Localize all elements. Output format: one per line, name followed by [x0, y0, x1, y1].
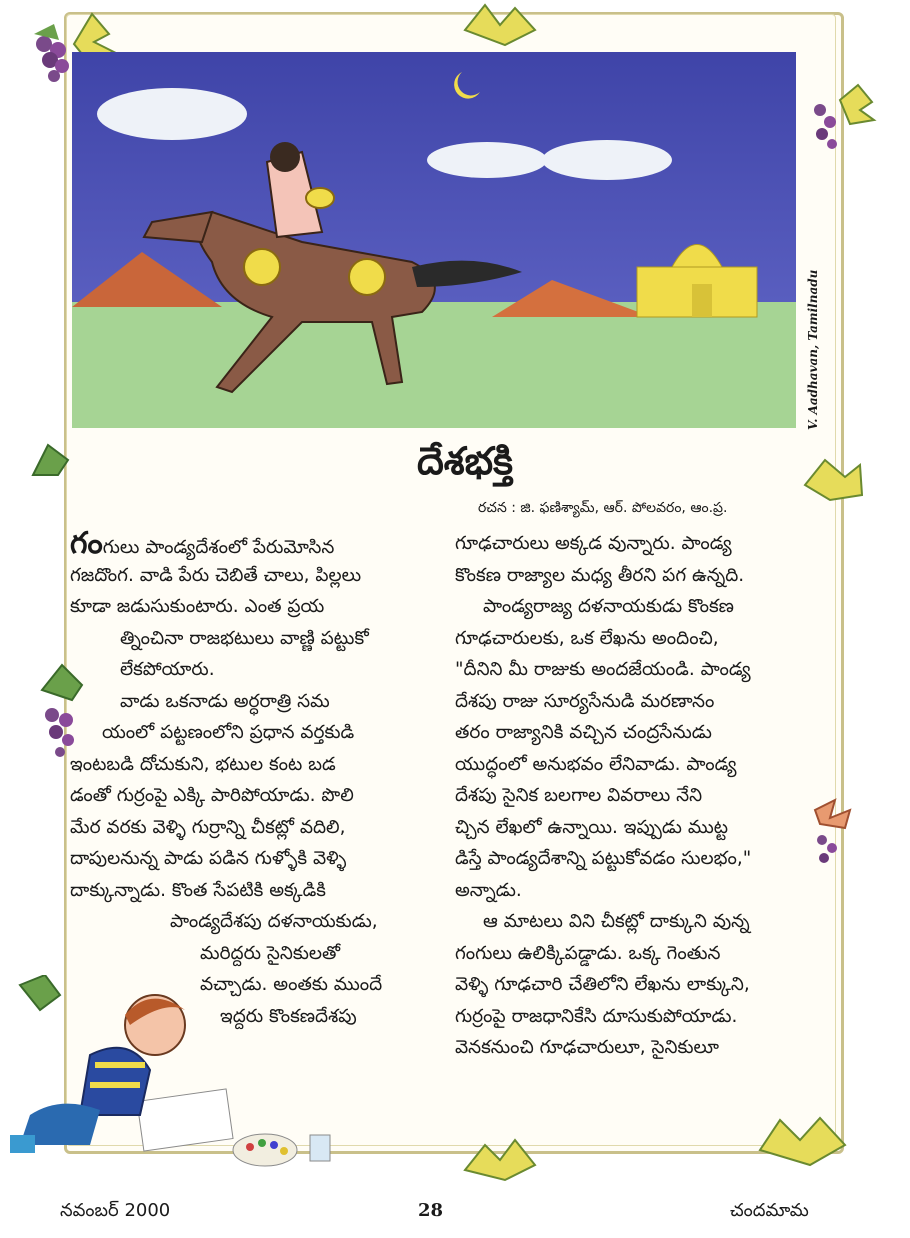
- leaf-icon: [20, 975, 60, 1010]
- child-drawing-illustration: [0, 975, 360, 1175]
- text-line: డంతో గుర్రంపై ఎక్కి పారిపోయాడు. పొలి: [70, 785, 354, 806]
- text-line: మేర వరకు వెళ్ళి గుర్రాన్ని చీకట్లో వదిలి,: [70, 816, 346, 838]
- cloud: [542, 140, 672, 180]
- text-line: వచ్చాడు. అంతకు ముందే: [200, 974, 383, 995]
- issue-date: నవంబర్ 2000: [60, 1200, 171, 1221]
- text-line: దాక్కున్నాడు. కొంత సేపటికి అక్కడికి: [70, 879, 326, 901]
- text-line: వాడు ఒకనాడు అర్ధరాత్రి సమ: [120, 690, 330, 712]
- text-line: మరిద్దరు సైనికులతో: [200, 942, 341, 964]
- right-text-column: [455, 528, 815, 1064]
- drop-cap: గం: [70, 528, 103, 560]
- grape-leaf-decoration-icon: [800, 80, 880, 170]
- text-line: కూడా జడుసుకుంటారు. ఎంత ప్రయ: [70, 596, 325, 617]
- grass-field: [72, 302, 796, 428]
- text-line: వెనకనుంచి గూఢచారులూ, సైనికులూ: [455, 1037, 719, 1058]
- cloud: [97, 88, 247, 140]
- text-line: కొంకణ రాజ్యాల మధ్య తీరని పగ ఉన్నది.: [455, 564, 745, 586]
- leaf-decoration-icon: [800, 455, 870, 505]
- author-byline: రచన : జి. ఫణిశ్యామ్, ఆర్. పోలవరం, ఆం.ప్ర.: [478, 500, 728, 516]
- text-line: గూఢచారులకు, ఒక లేఖను అందించి,: [455, 627, 719, 649]
- leaf-decoration-icon: [455, 0, 545, 50]
- text-line: యంలో పట్టణంలోని ప్రధాన వర్తకుడి: [102, 722, 355, 743]
- text-line: డిస్తే పాండ్యదేశాన్ని పట్టుకోవడం సులభం,": [455, 848, 752, 869]
- text-line: పాండ్యదేశపు దళనాయకుడు,: [170, 911, 378, 932]
- cloud: [427, 142, 547, 178]
- text-line: గూఢచారులు అక్కడ వున్నారు. పాండ్య: [455, 533, 732, 554]
- text-line: ఆ మాటలు విని చీకట్లో దాక్కుని వున్న: [483, 911, 750, 932]
- illustration-credit: V. Aadhavan, Tamilnadu: [806, 269, 820, 430]
- text-line: లేకపోయారు.: [120, 659, 215, 680]
- story-illustration: [72, 52, 796, 428]
- text-line: గంగులు పాండ్యదేశంలో పేరుమోసిన: [70, 528, 335, 560]
- text-line: గంగులు ఉలిక్కిపడ్డాడు. ఒక్క గెంతున: [455, 942, 721, 964]
- text-line: చ్చిన లేఖలో ఉన్నాయి. ఇప్పుడు ముట్ట: [455, 816, 729, 838]
- leaf-decoration-icon: [28, 440, 78, 480]
- text-line: వెళ్ళి గూఢచారి చేతిలోని లేఖను లాక్కుని,: [455, 974, 750, 995]
- text-line: యుద్ధంలో అనుభవం లేనివాడు. పాండ్య: [455, 753, 737, 775]
- paint-palette-icon: [233, 1134, 297, 1166]
- text-line: త్నించినా రాజభటులు వాణ్ణి పట్టుకో: [120, 627, 369, 649]
- text-line: దాపులనున్న పాడు పడిన గుళ్ళోకి వెళ్ళి: [70, 848, 347, 869]
- text-line: గజదొంగ. వాడి పేరు చెబితే చాలు, పిల్లలు: [70, 564, 362, 586]
- page-number: 28: [418, 1200, 444, 1221]
- text-line: గుర్రంపై రాజధానికేసి దూసుకుపోయాడు.: [455, 1005, 738, 1027]
- story-title: దేశభక్తి: [416, 438, 514, 483]
- text-line: ఇంటబడి దోచుకుని, భటుల కంట బడ: [70, 753, 336, 775]
- text-line: తరం రాజ్యానికి వచ్చిన చంద్రసేనుడు: [455, 722, 712, 743]
- text-line: పాండ్యరాజ్య దళనాయకుడు కొంకణ: [483, 596, 734, 617]
- text-line: దేశపు రాజు సూర్యసేనుడి మరణానం: [455, 690, 715, 712]
- text-line: అన్నాడు.: [455, 879, 522, 901]
- text-line: దేశపు సైనిక బలగాల వివరాలు నేని: [455, 785, 703, 806]
- water-glass-icon: [310, 1135, 330, 1161]
- text-line: "దీనిని మీ రాజుకు అందజేయండి. పాండ్య: [455, 659, 751, 680]
- drawing-paper: [137, 1089, 233, 1151]
- left-text-column: [70, 528, 430, 1032]
- text-line: ఇద్దరు కొంకణదేశపు: [220, 1005, 357, 1027]
- leaf-decoration-icon: [455, 1130, 545, 1185]
- leaf-decoration-icon: [750, 1110, 860, 1170]
- magazine-name: చందమామ: [730, 1200, 809, 1221]
